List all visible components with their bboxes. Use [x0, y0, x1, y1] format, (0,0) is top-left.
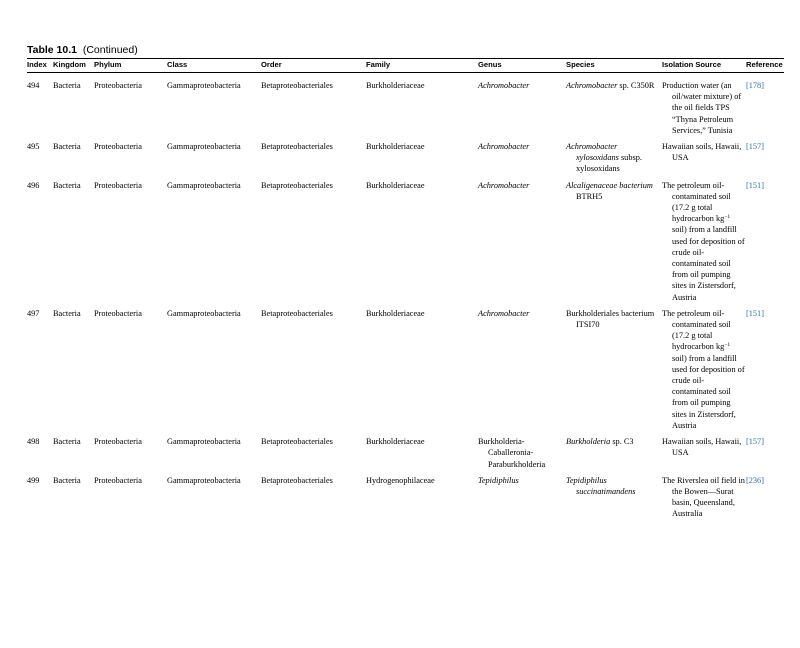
- cell-class: Gammaproteobacteria: [167, 308, 241, 318]
- cell-order: Betaproteobacteriales: [261, 142, 333, 152]
- cell-kingdom: Bacteria: [53, 180, 81, 190]
- genus-text: Burkholderia-Caballeronia-Paraburkholderia: [478, 437, 546, 469]
- cell-order: Betaproteobacteriales: [261, 81, 333, 90]
- cell-isolation-source: [662, 136, 746, 175]
- header-genus: Genus: [478, 60, 502, 69]
- table-row: [27, 470, 784, 520]
- cell-phylum: Proteobacteria: [94, 180, 142, 190]
- cell-phylum: Proteobacteria: [94, 81, 142, 90]
- species-rest: sp. C3: [612, 437, 634, 447]
- cell-family: Burkholderiaceae: [366, 142, 425, 152]
- cell-species: [566, 175, 662, 303]
- species-rest: subsp. xylosoxidans: [576, 153, 642, 174]
- cell-class: Gammaproteobacteria: [167, 475, 241, 485]
- header-index: Index: [27, 60, 47, 69]
- table-title: [27, 44, 138, 56]
- header-family: Family: [366, 60, 391, 69]
- header-kingdom: Kingdom: [53, 60, 86, 69]
- cell-phylum: Proteobacteria: [94, 142, 142, 152]
- cell-index: 498: [27, 437, 40, 447]
- cell-species: [566, 136, 662, 175]
- cell-family: Burkholderiaceae: [366, 81, 425, 90]
- cell-phylum: Proteobacteria: [94, 475, 142, 485]
- source-text-a: The petroleum oil-contaminated soil (17.2 g total hydrocarbon kg: [662, 308, 731, 352]
- cell-genus: Achromobacter: [478, 142, 530, 152]
- table-row: [27, 136, 784, 175]
- cell-kingdom: Bacteria: [53, 308, 81, 318]
- cell-species: [566, 73, 662, 137]
- cell-reference-link[interactable]: [178]: [746, 81, 764, 90]
- header-reference: Reference: [746, 60, 783, 69]
- cell-genus: Achromobacter: [478, 180, 530, 190]
- header-phylum: Phylum: [94, 60, 122, 69]
- cell-reference-link[interactable]: [151]: [746, 308, 764, 318]
- cell-genus: Achromobacter: [478, 308, 530, 318]
- table-row: [27, 175, 784, 303]
- cell-isolation-source: [662, 431, 746, 470]
- species-rest: BTRH5: [576, 191, 603, 201]
- cell-family: Burkholderiaceae: [366, 437, 425, 447]
- cell-reference-link[interactable]: [157]: [746, 142, 764, 152]
- cell-isolation-source: [662, 73, 746, 137]
- species-italic: Achromobacter: [566, 81, 618, 90]
- superscript: −1: [724, 342, 731, 349]
- cell-family: Hydrogenophilaceae: [366, 475, 435, 485]
- data-table: [27, 58, 784, 520]
- cell-genus: Tepidiphilus: [478, 475, 519, 485]
- source-text-b: soil) from a landfill used for deposition of crude oil-contaminated soil from oil pumping sites in Zistersdorf, Austria: [672, 353, 745, 430]
- cell-index: 495: [27, 142, 40, 152]
- source-text: Hawaiian soils, Hawaii, USA: [662, 142, 742, 163]
- species-rest: Burkholderiales bacterium ITSI70: [566, 308, 655, 330]
- cell-index: 497: [27, 308, 40, 318]
- cell-index: 499: [27, 475, 40, 485]
- source-text: Production water (an oil/water mixture) of the oil fields TPS “Thyna Petroleum Services,” Tunisia: [662, 81, 742, 135]
- species-italic: Achromobacter xylosoxidans: [566, 142, 619, 163]
- cell-kingdom: Bacteria: [53, 142, 81, 152]
- source-text: The Riversleа oil field in the Bowen—Surat basin, Queensland, Australia: [662, 475, 745, 519]
- species-italic: Burkholderia: [566, 437, 611, 447]
- cell-genus: [478, 431, 566, 470]
- cell-phylum: Proteobacteria: [94, 308, 142, 318]
- cell-class: Gammaproteobacteria: [167, 180, 241, 190]
- cell-index: 496: [27, 180, 40, 190]
- table-row: [27, 431, 784, 470]
- species-italic: Alcaligenaceae bacterium: [566, 180, 653, 190]
- cell-order: Betaproteobacteriales: [261, 308, 333, 318]
- cell-order: Betaproteobacteriales: [261, 180, 333, 190]
- header-class: Class: [167, 60, 188, 69]
- cell-isolation-source: [662, 470, 746, 520]
- source-text: Hawaiian soils, Hawaii, USA: [662, 437, 742, 458]
- source-text-a: The petroleum oil-contaminated soil (17.2 g total hydrocarbon kg: [662, 180, 731, 224]
- header-species: Species: [566, 60, 595, 69]
- cell-index: 494: [27, 81, 40, 90]
- cell-kingdom: Bacteria: [53, 437, 81, 447]
- cell-species: [566, 303, 662, 431]
- cell-class: Gammaproteobacteria: [167, 142, 241, 152]
- table-row: [27, 73, 784, 137]
- cell-reference-link[interactable]: [151]: [746, 180, 764, 190]
- cell-species: [566, 431, 662, 470]
- header-isolation-source: Isolation Source: [662, 60, 722, 69]
- cell-class: Gammaproteobacteria: [167, 81, 241, 90]
- table-row: [27, 303, 784, 431]
- cell-isolation-source: [662, 175, 746, 303]
- cell-kingdom: Bacteria: [53, 81, 81, 90]
- cell-species: [566, 470, 662, 520]
- species-italic: Tepidiphilus succinatimandens: [566, 475, 636, 496]
- cell-genus: Achromobacter: [478, 81, 530, 90]
- table-continued: (Continued): [82, 44, 138, 56]
- header-row: [27, 59, 784, 73]
- superscript: −1: [724, 214, 731, 221]
- table-number: Table 10.1: [27, 44, 77, 56]
- cell-order: Betaproteobacteriales: [261, 437, 333, 447]
- cell-family: Burkholderiaceae: [366, 308, 425, 318]
- cell-kingdom: Bacteria: [53, 475, 81, 485]
- cell-reference-link[interactable]: [236]: [746, 475, 764, 485]
- header-order: Order: [261, 60, 282, 69]
- cell-class: Gammaproteobacteria: [167, 437, 241, 447]
- cell-family: Burkholderiaceae: [366, 180, 425, 190]
- cell-reference-link[interactable]: [157]: [746, 437, 764, 447]
- cell-order: Betaproteobacteriales: [261, 475, 333, 485]
- source-text-b: soil) from a landfill used for deposition of crude oil-contaminated soil from oil pumping sites in Zistersdorf, Austria: [672, 225, 745, 302]
- cell-phylum: Proteobacteria: [94, 437, 142, 447]
- cell-isolation-source: [662, 303, 746, 431]
- species-rest: sp. C350R: [619, 81, 655, 90]
